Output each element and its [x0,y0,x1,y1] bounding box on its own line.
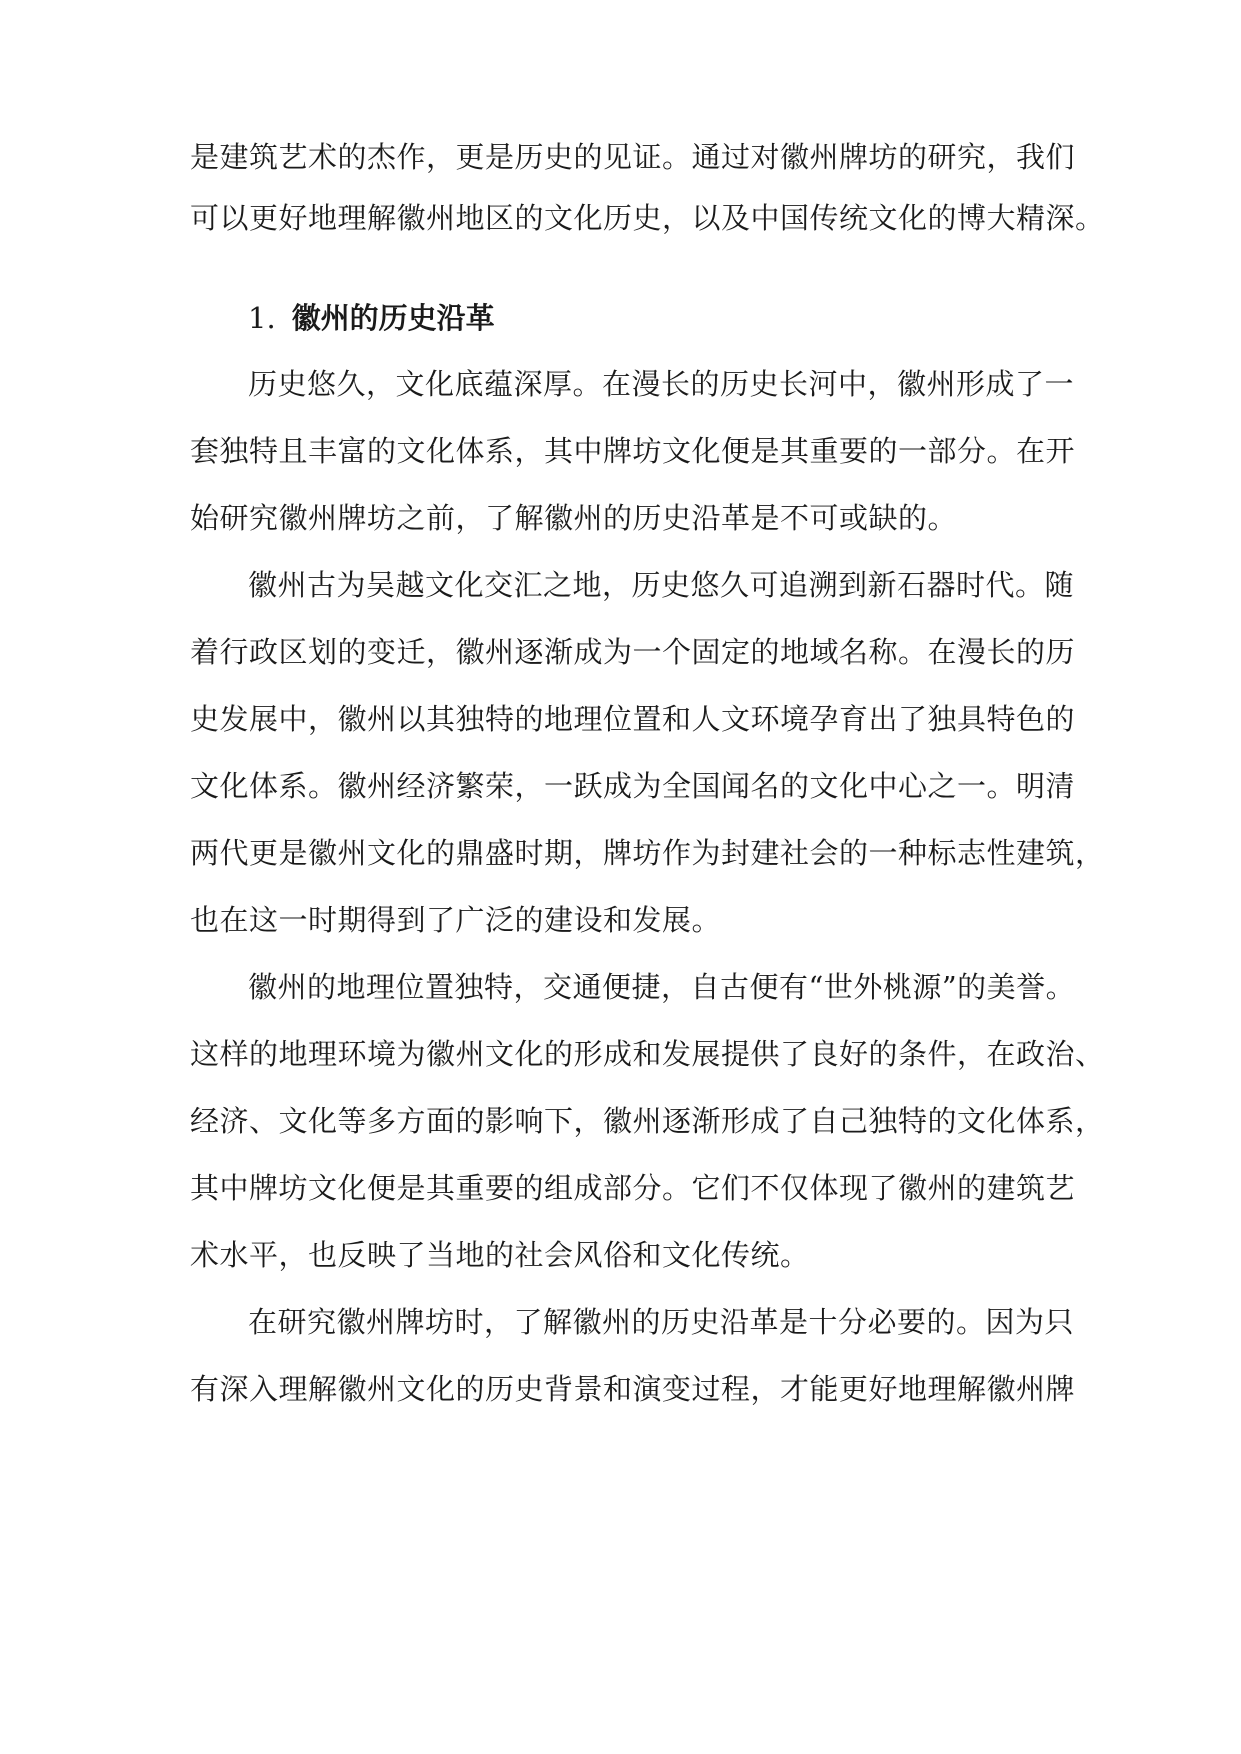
paragraph-4-line: 有深入理解徽州文化的历史背景和演变过程，才能更好地理解徽州牌 [190,1372,1076,1406]
section-heading [248,298,495,338]
paragraph-2-line: 史发展中，徽州以其独特的地理位置和人文环境孕育出了独具特色的 [190,702,1076,736]
paragraph-3-line: 其中牌坊文化便是其重要的组成部分。它们不仅体现了徽州的建筑艺 [190,1171,1076,1205]
paragraph-2-line: 也在这一时期得到了广泛的建设和发展。 [190,903,722,937]
paragraph-4-line: 在研究徽州牌坊时，了解徽州的历史沿革是十分必要的。因为只 [248,1305,1075,1339]
paragraph-3-line: 经济、文化等多方面的影响下，徽州逐渐形成了自己独特的文化体系， [190,1104,1105,1138]
paragraph-3-line: 徽州的地理位置独特，交通便捷，自古便有“世外桃源”的美誉。 [248,970,1076,1004]
paragraph-1-line: 历史悠久，文化底蕴深厚。在漫长的历史长河中，徽州形成了一 [248,367,1075,401]
section-title: 徽州的历史沿革 [291,301,495,335]
paragraph-3-line: 这样的地理环境为徽州文化的形成和发展提供了良好的条件，在政治、 [190,1037,1105,1071]
paragraph-2-line: 两代更是徽州文化的鼎盛时期，牌坊作为封建社会的一种标志性建筑， [190,836,1105,870]
intro-line: 可以更好地理解徽州地区的文化历史，以及中国传统文化的博大精深。 [190,201,1105,235]
intro-line: 是建筑艺术的杰作，更是历史的见证。通过对徽州牌坊的研究，我们 [190,140,1076,174]
paragraph-1-line: 始研究徽州牌坊之前，了解徽州的历史沿革是不可或缺的。 [190,501,958,535]
paragraph-3-line: 术水平，也反映了当地的社会风俗和文化传统。 [190,1238,810,1272]
paragraph-2-line: 文化体系。徽州经济繁荣，一跃成为全国闻名的文化中心之一。明清 [190,769,1076,803]
section-number: 1. [248,301,276,335]
paragraph-2-line: 着行政区划的变迁，徽州逐渐成为一个固定的地域名称。在漫长的历 [190,635,1076,669]
paragraph-2-line: 徽州古为吴越文化交汇之地，历史悠久可追溯到新石器时代。随 [248,568,1075,602]
paragraph-1-line: 套独特且丰富的文化体系，其中牌坊文化便是其重要的一部分。在开 [190,434,1076,468]
